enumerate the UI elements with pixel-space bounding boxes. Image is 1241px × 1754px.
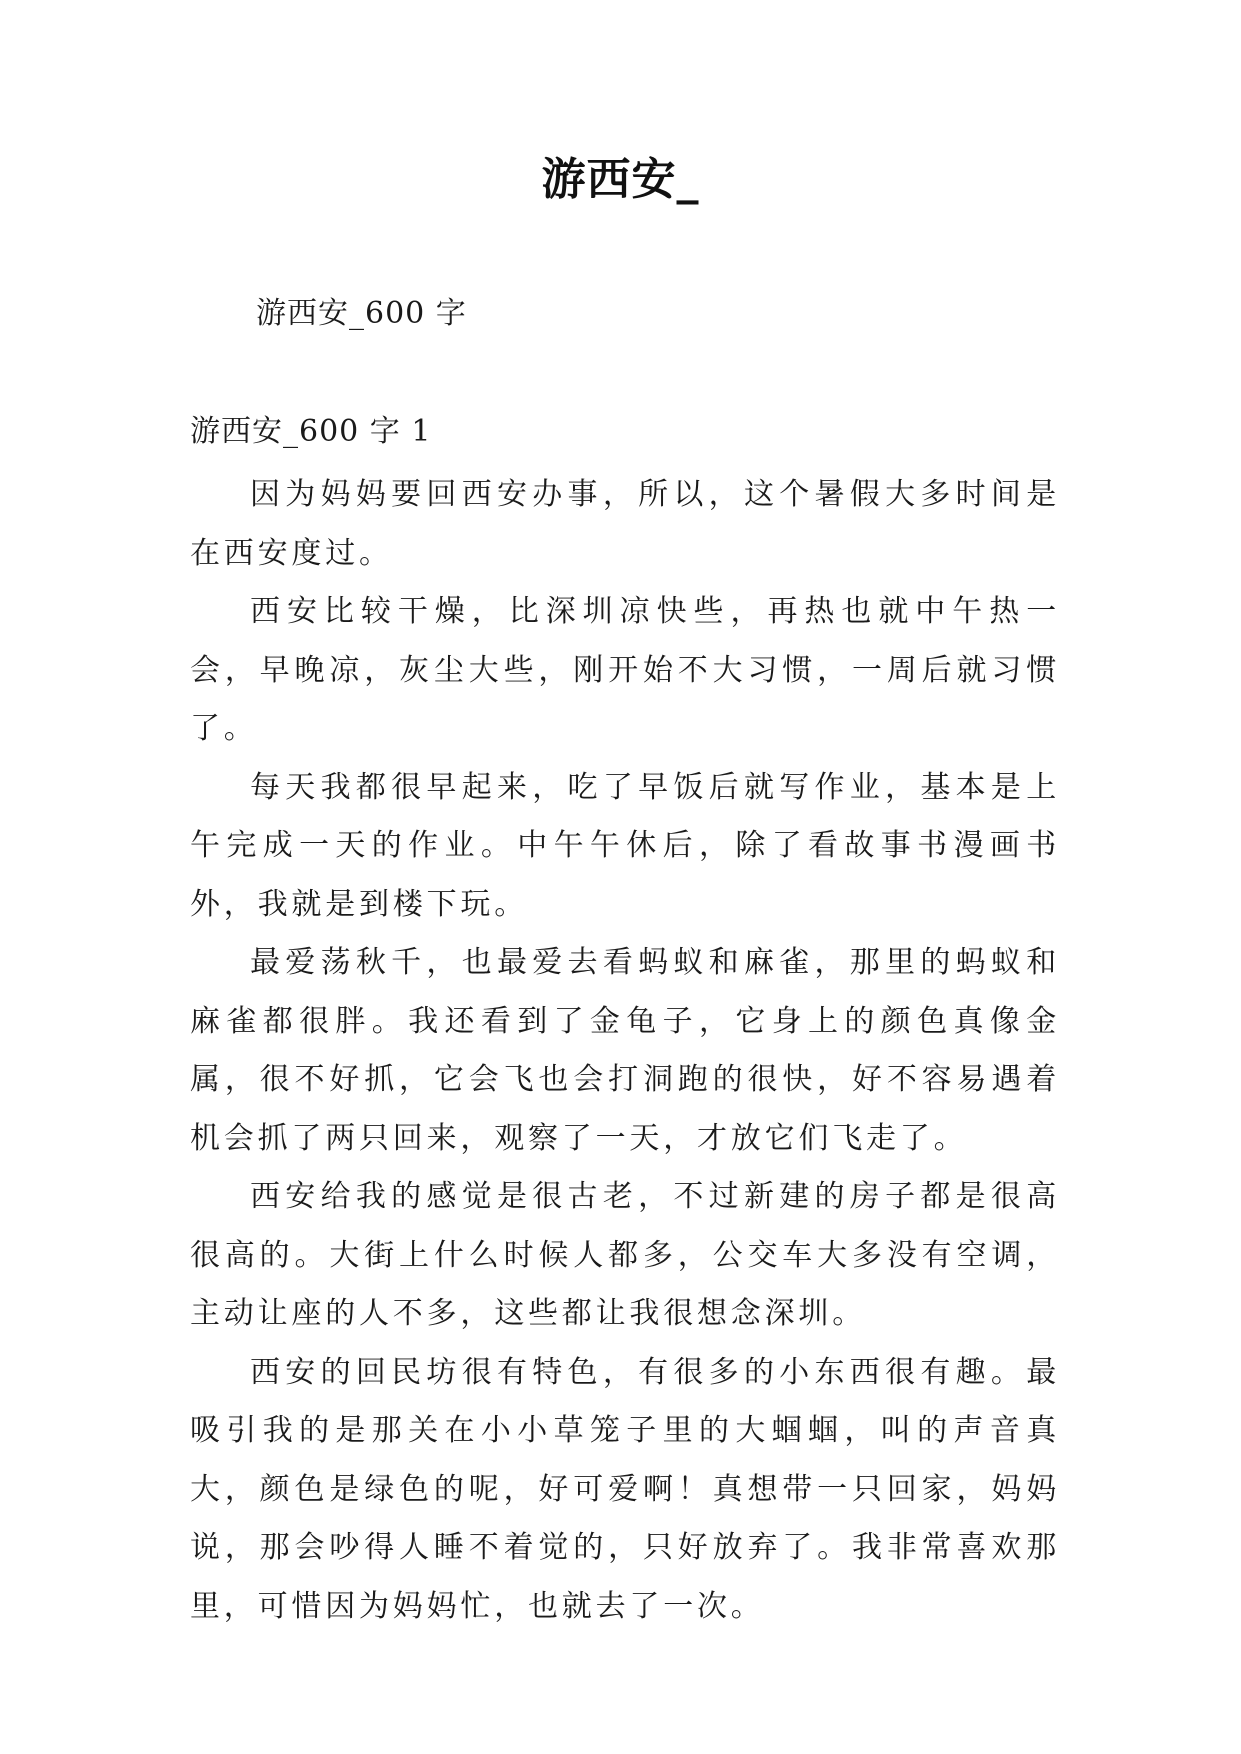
paragraph: 最爱荡秋千，也最爱去看蚂蚁和麻雀，那里的蚂蚁和麻雀都很胖。我还看到了金龟子，它身上的颜色真像金属，很不好抓，它会飞也会打洞跑的很快，好不容易遇着机会抓了两只回来，观察了一天，才放它们飞走了。 — [190, 945, 1060, 1156]
document-title: 游西安_ — [541, 154, 700, 205]
document-subtitle: 游西安_600 字 — [256, 296, 467, 331]
article-body — [190, 466, 1060, 1636]
paragraph: 西安给我的感觉是很古老，不过新建的房子都是很高很高的。大街上什么时候人都多，公交车大多没有空调，主动让座的人不多，这些都让我很想念深圳。 — [190, 1179, 1060, 1331]
paragraph: 西安的回民坊很有特色，有很多的小东西很有趣。最吸引我的是那关在小小草笼子里的大蝈蝈，叫的声音真大，颜色是绿色的呢，好可爱啊！真想带一只回家，妈妈说，那会吵得人睡不着觉的，只好放弃了。我非常喜欢那里，可惜因为妈妈忙，也就去了一次。 — [190, 1354, 1060, 1624]
paragraph: 因为妈妈要回西安办事，所以，这个暑假大多时间是在西安度过。 — [190, 477, 1060, 571]
section-heading: 游西安_600 字 1 — [190, 414, 432, 449]
paragraph: 每天我都很早起来，吃了早饭后就写作业，基本是上午完成一天的作业。中午午休后，除了看故事书漫画书外，我就是到楼下玩。 — [190, 769, 1060, 922]
paragraph: 西安比较干燥，比深圳凉快些，再热也就中午热一会，早晚凉，灰尘大些，刚开始不大习惯，一周后就习惯了。 — [190, 594, 1060, 746]
